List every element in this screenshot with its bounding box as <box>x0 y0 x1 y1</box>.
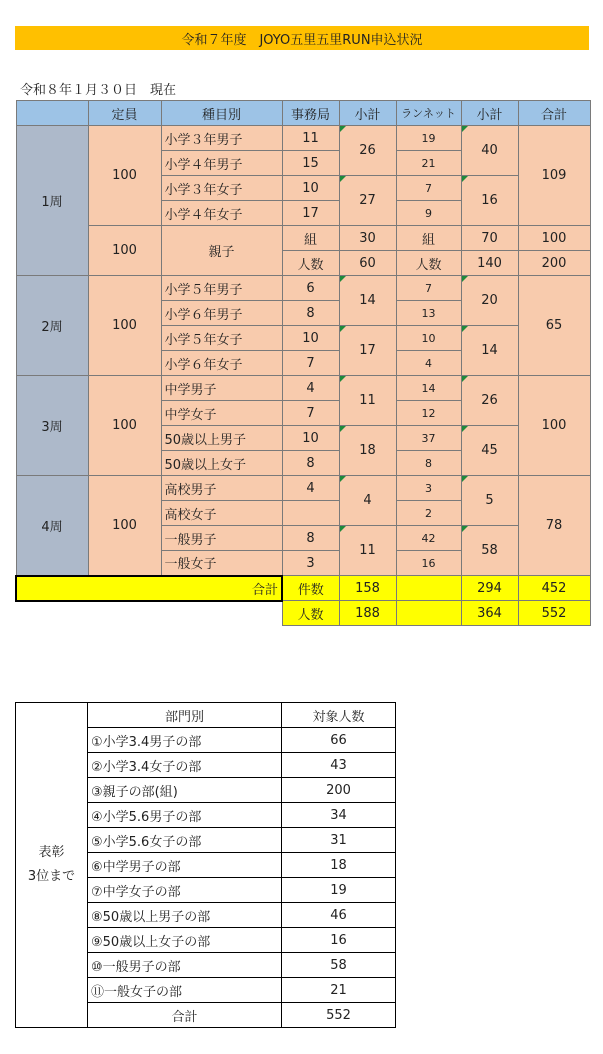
table-row <box>16 276 590 301</box>
awards-category-line1: 表彰 <box>38 845 65 860</box>
award-count-cell: 43 <box>282 753 396 778</box>
lap-label: 4周 <box>16 476 88 576</box>
capacity-cell: 100 <box>88 476 161 576</box>
table-row <box>16 376 590 401</box>
runnet-count-cell: 21 <box>396 151 461 176</box>
oyako-subtotal-office: 60 <box>339 251 396 276</box>
awards-table-body <box>16 703 396 1028</box>
award-division-cell: ③親子の部(組) <box>88 778 282 803</box>
oyako-office-label: 組 <box>282 226 339 251</box>
subtotal-runnet-cell: 16 <box>461 176 518 226</box>
awards-total-label: 合計 <box>88 1003 282 1028</box>
category-cell: 小学４年女子 <box>161 201 282 226</box>
header-row <box>16 101 590 126</box>
people-label: 人数 <box>282 601 339 626</box>
awards-total-count: 552 <box>282 1003 396 1028</box>
award-count-cell: 16 <box>282 928 396 953</box>
award-division-cell: ⑦中学女子の部 <box>88 878 282 903</box>
lap-total-cell: 78 <box>518 476 590 576</box>
subtotal-office-cell: 11 <box>339 376 396 426</box>
people-subtotal-runnet: 364 <box>461 601 518 626</box>
lap-label: 1周 <box>16 126 88 276</box>
awards-header-row <box>16 703 396 728</box>
award-count-cell: 21 <box>282 978 396 1003</box>
header-runnet: ランネット <box>396 101 461 126</box>
awards-category-line2: 3位まで <box>27 869 76 884</box>
totals-row-entries <box>16 576 590 601</box>
oyako-office-label: 人数 <box>282 251 339 276</box>
runnet-count-cell: 2 <box>396 501 461 526</box>
office-count-cell: 15 <box>282 151 339 176</box>
award-division-cell: ⑪一般女子の部 <box>88 978 282 1003</box>
runnet-count-cell: 14 <box>396 376 461 401</box>
award-division-cell: ⑥中学男子の部 <box>88 853 282 878</box>
awards-header-count: 対象人数 <box>282 703 396 728</box>
subtotal-office-cell: 17 <box>339 326 396 376</box>
category-cell: 一般女子 <box>161 551 282 576</box>
oyako-total: 100 <box>518 226 590 251</box>
office-count-cell: 8 <box>282 526 339 551</box>
award-count-cell: 66 <box>282 728 396 753</box>
office-count-cell: 8 <box>282 451 339 476</box>
office-count-cell <box>282 501 339 526</box>
award-division-cell: ④小学5.6男子の部 <box>88 803 282 828</box>
runnet-count-cell: 4 <box>396 351 461 376</box>
people-subtotal-office: 188 <box>339 601 396 626</box>
runnet-count-cell: 37 <box>396 426 461 451</box>
runnet-count-cell: 8 <box>396 451 461 476</box>
entries-label: 件数 <box>282 576 339 601</box>
subtotal-runnet-cell: 14 <box>461 326 518 376</box>
office-count-cell: 3 <box>282 551 339 576</box>
office-count-cell: 7 <box>282 401 339 426</box>
runnet-count-cell: 9 <box>396 201 461 226</box>
page-title-banner <box>15 26 589 50</box>
award-count-cell: 18 <box>282 853 396 878</box>
category-cell: 小学５年女子 <box>161 326 282 351</box>
people-total: 552 <box>518 601 590 626</box>
subtotal-runnet-cell: 5 <box>461 476 518 526</box>
table-row <box>16 476 590 501</box>
blank-cell <box>16 601 282 626</box>
subtotal-office-cell: 11 <box>339 526 396 576</box>
oyako-capacity-cell: 100 <box>88 226 161 276</box>
capacity-cell: 100 <box>88 276 161 376</box>
lap-total-cell: 100 <box>518 376 590 476</box>
subtotal-office-cell: 26 <box>339 126 396 176</box>
category-cell: 50歳以上男子 <box>161 426 282 451</box>
capacity-cell: 100 <box>88 376 161 476</box>
category-cell: 50歳以上女子 <box>161 451 282 476</box>
parent-child-row <box>16 226 590 251</box>
oyako-subtotal-runnet: 140 <box>461 251 518 276</box>
as-of-date: 令和８年１月３０日 現在 <box>20 83 177 98</box>
header-subtotal-1: 小計 <box>339 101 396 126</box>
entries-total: 452 <box>518 576 590 601</box>
totals-row-people <box>16 601 590 626</box>
subtotal-runnet-cell: 40 <box>461 126 518 176</box>
award-division-cell: ⑧50歳以上男子の部 <box>88 903 282 928</box>
header-jimukyoku: 事務局 <box>282 101 339 126</box>
category-cell: 小学５年男子 <box>161 276 282 301</box>
category-cell: 小学４年男子 <box>161 151 282 176</box>
category-cell: 小学６年男子 <box>161 301 282 326</box>
subtotal-office-cell: 4 <box>339 476 396 526</box>
category-cell: 中学男子 <box>161 376 282 401</box>
subtotal-office-cell: 14 <box>339 276 396 326</box>
header-shumoku: 種目別 <box>161 101 282 126</box>
award-division-cell: ⑤小学5.6女子の部 <box>88 828 282 853</box>
category-cell: 中学女子 <box>161 401 282 426</box>
header-teiin: 定員 <box>88 101 161 126</box>
office-count-cell: 6 <box>282 276 339 301</box>
awards-table <box>15 702 396 1028</box>
category-cell: 高校女子 <box>161 501 282 526</box>
office-count-cell: 11 <box>282 126 339 151</box>
office-count-cell: 4 <box>282 376 339 401</box>
subtotal-runnet-cell: 26 <box>461 376 518 426</box>
runnet-count-cell: 13 <box>396 301 461 326</box>
entries-subtotal-office: 158 <box>339 576 396 601</box>
award-division-cell: ①小学3.4男子の部 <box>88 728 282 753</box>
oyako-subtotal-runnet: 70 <box>461 226 518 251</box>
office-count-cell: 4 <box>282 476 339 501</box>
subtotal-office-cell: 18 <box>339 426 396 476</box>
oyako-category-cell: 親子 <box>161 226 282 276</box>
runnet-count-cell: 7 <box>396 176 461 201</box>
application-status-table <box>15 100 591 626</box>
runnet-count-cell: 10 <box>396 326 461 351</box>
oyako-runnet-label: 人数 <box>396 251 461 276</box>
entries-runnet-blank <box>396 576 461 601</box>
runnet-count-cell: 42 <box>396 526 461 551</box>
subtotal-office-cell: 27 <box>339 176 396 226</box>
award-count-cell: 58 <box>282 953 396 978</box>
oyako-total: 200 <box>518 251 590 276</box>
header-total: 合計 <box>518 101 590 126</box>
table-row <box>16 126 590 151</box>
runnet-count-cell: 7 <box>396 276 461 301</box>
header-blank <box>16 101 88 126</box>
entries-subtotal-runnet: 294 <box>461 576 518 601</box>
office-count-cell: 10 <box>282 326 339 351</box>
award-count-cell: 31 <box>282 828 396 853</box>
award-division-cell: ⑨50歳以上女子の部 <box>88 928 282 953</box>
category-cell: 一般男子 <box>161 526 282 551</box>
oyako-runnet-label: 組 <box>396 226 461 251</box>
subtotal-runnet-cell: 58 <box>461 526 518 576</box>
category-cell: 小学３年男子 <box>161 126 282 151</box>
header-subtotal-2: 小計 <box>461 101 518 126</box>
runnet-count-cell: 12 <box>396 401 461 426</box>
capacity-cell: 100 <box>88 126 161 226</box>
people-runnet-blank <box>396 601 461 626</box>
runnet-count-cell: 3 <box>396 476 461 501</box>
table-body <box>16 101 590 626</box>
lap-total-cell: 65 <box>518 276 590 376</box>
awards-header-division: 部門別 <box>88 703 282 728</box>
category-cell: 高校男子 <box>161 476 282 501</box>
office-count-cell: 17 <box>282 201 339 226</box>
grand-total-label: 合計 <box>16 576 282 601</box>
award-count-cell: 46 <box>282 903 396 928</box>
office-count-cell: 10 <box>282 426 339 451</box>
category-cell: 小学６年女子 <box>161 351 282 376</box>
subtotal-runnet-cell: 45 <box>461 426 518 476</box>
page-title: 令和７年度 JOYO五里五里RUN申込状況 <box>181 32 423 48</box>
category-cell: 小学３年女子 <box>161 176 282 201</box>
awards-category-cell <box>16 703 88 1028</box>
award-count-cell: 34 <box>282 803 396 828</box>
oyako-subtotal-office: 30 <box>339 226 396 251</box>
office-count-cell: 8 <box>282 301 339 326</box>
award-division-cell: ②小学3.4女子の部 <box>88 753 282 778</box>
office-count-cell: 10 <box>282 176 339 201</box>
runnet-count-cell: 16 <box>396 551 461 576</box>
office-count-cell: 7 <box>282 351 339 376</box>
award-count-cell: 200 <box>282 778 396 803</box>
subtotal-runnet-cell: 20 <box>461 276 518 326</box>
award-division-cell: ⑩一般男子の部 <box>88 953 282 978</box>
runnet-count-cell: 19 <box>396 126 461 151</box>
lap-total-cell: 109 <box>518 126 590 226</box>
award-count-cell: 19 <box>282 878 396 903</box>
lap-label: 3周 <box>16 376 88 476</box>
lap-label: 2周 <box>16 276 88 376</box>
